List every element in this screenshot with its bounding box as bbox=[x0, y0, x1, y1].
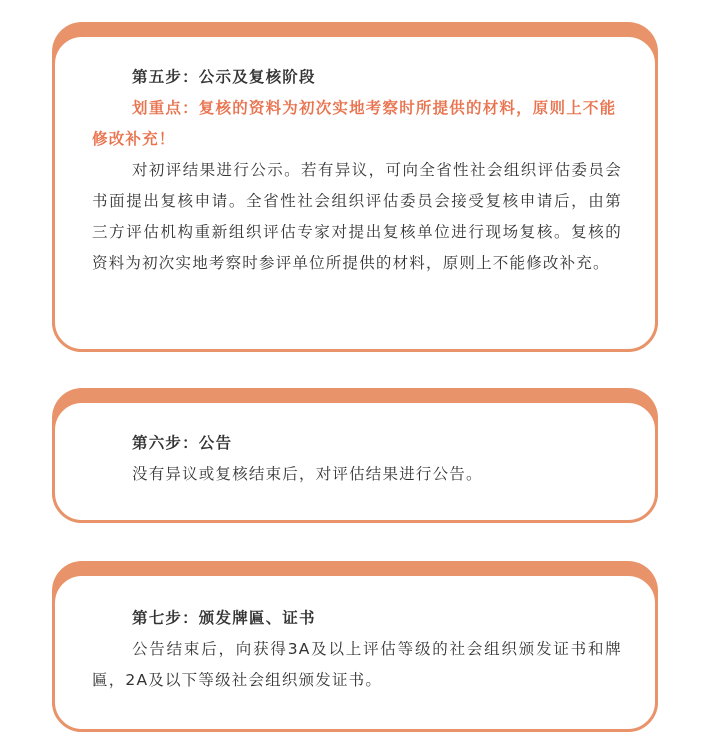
step5-heading: 第五步：公示及复核阶段 bbox=[132, 68, 316, 86]
step7-content bbox=[92, 603, 622, 696]
step5-card bbox=[52, 22, 658, 352]
step7-card bbox=[52, 561, 658, 732]
step6-heading: 第六步：公告 bbox=[132, 434, 233, 452]
step5-highlight: 划重点：复核的资料为初次实地考察时所提供的材料，原则上不能修改补充！ bbox=[92, 99, 617, 148]
step5-content bbox=[92, 62, 622, 279]
step6-content bbox=[92, 428, 622, 490]
step7-heading: 第七步：颁发牌匾、证书 bbox=[132, 609, 316, 627]
step7-body: 公告结束后，向获得3A及以上评估等级的社会组织颁发证书和牌匾，2A及以下等级社会组织颁发证书。 bbox=[92, 640, 622, 689]
step5-body: 对初评结果进行公示。若有异议，可向全省性社会组织评估委员会书面提出复核申请。全省性社会组织评估委员会接受复核申请后，由第三方评估机构重新组织评估专家对提出复核单位进行现场复核。复核的资料为初次实地考察时参评单位所提供的材料，原则上不能修改补充。 bbox=[92, 161, 622, 272]
step6-body: 没有异议或复核结束后，对评估结果进行公告。 bbox=[132, 465, 483, 483]
step6-card bbox=[52, 388, 658, 523]
